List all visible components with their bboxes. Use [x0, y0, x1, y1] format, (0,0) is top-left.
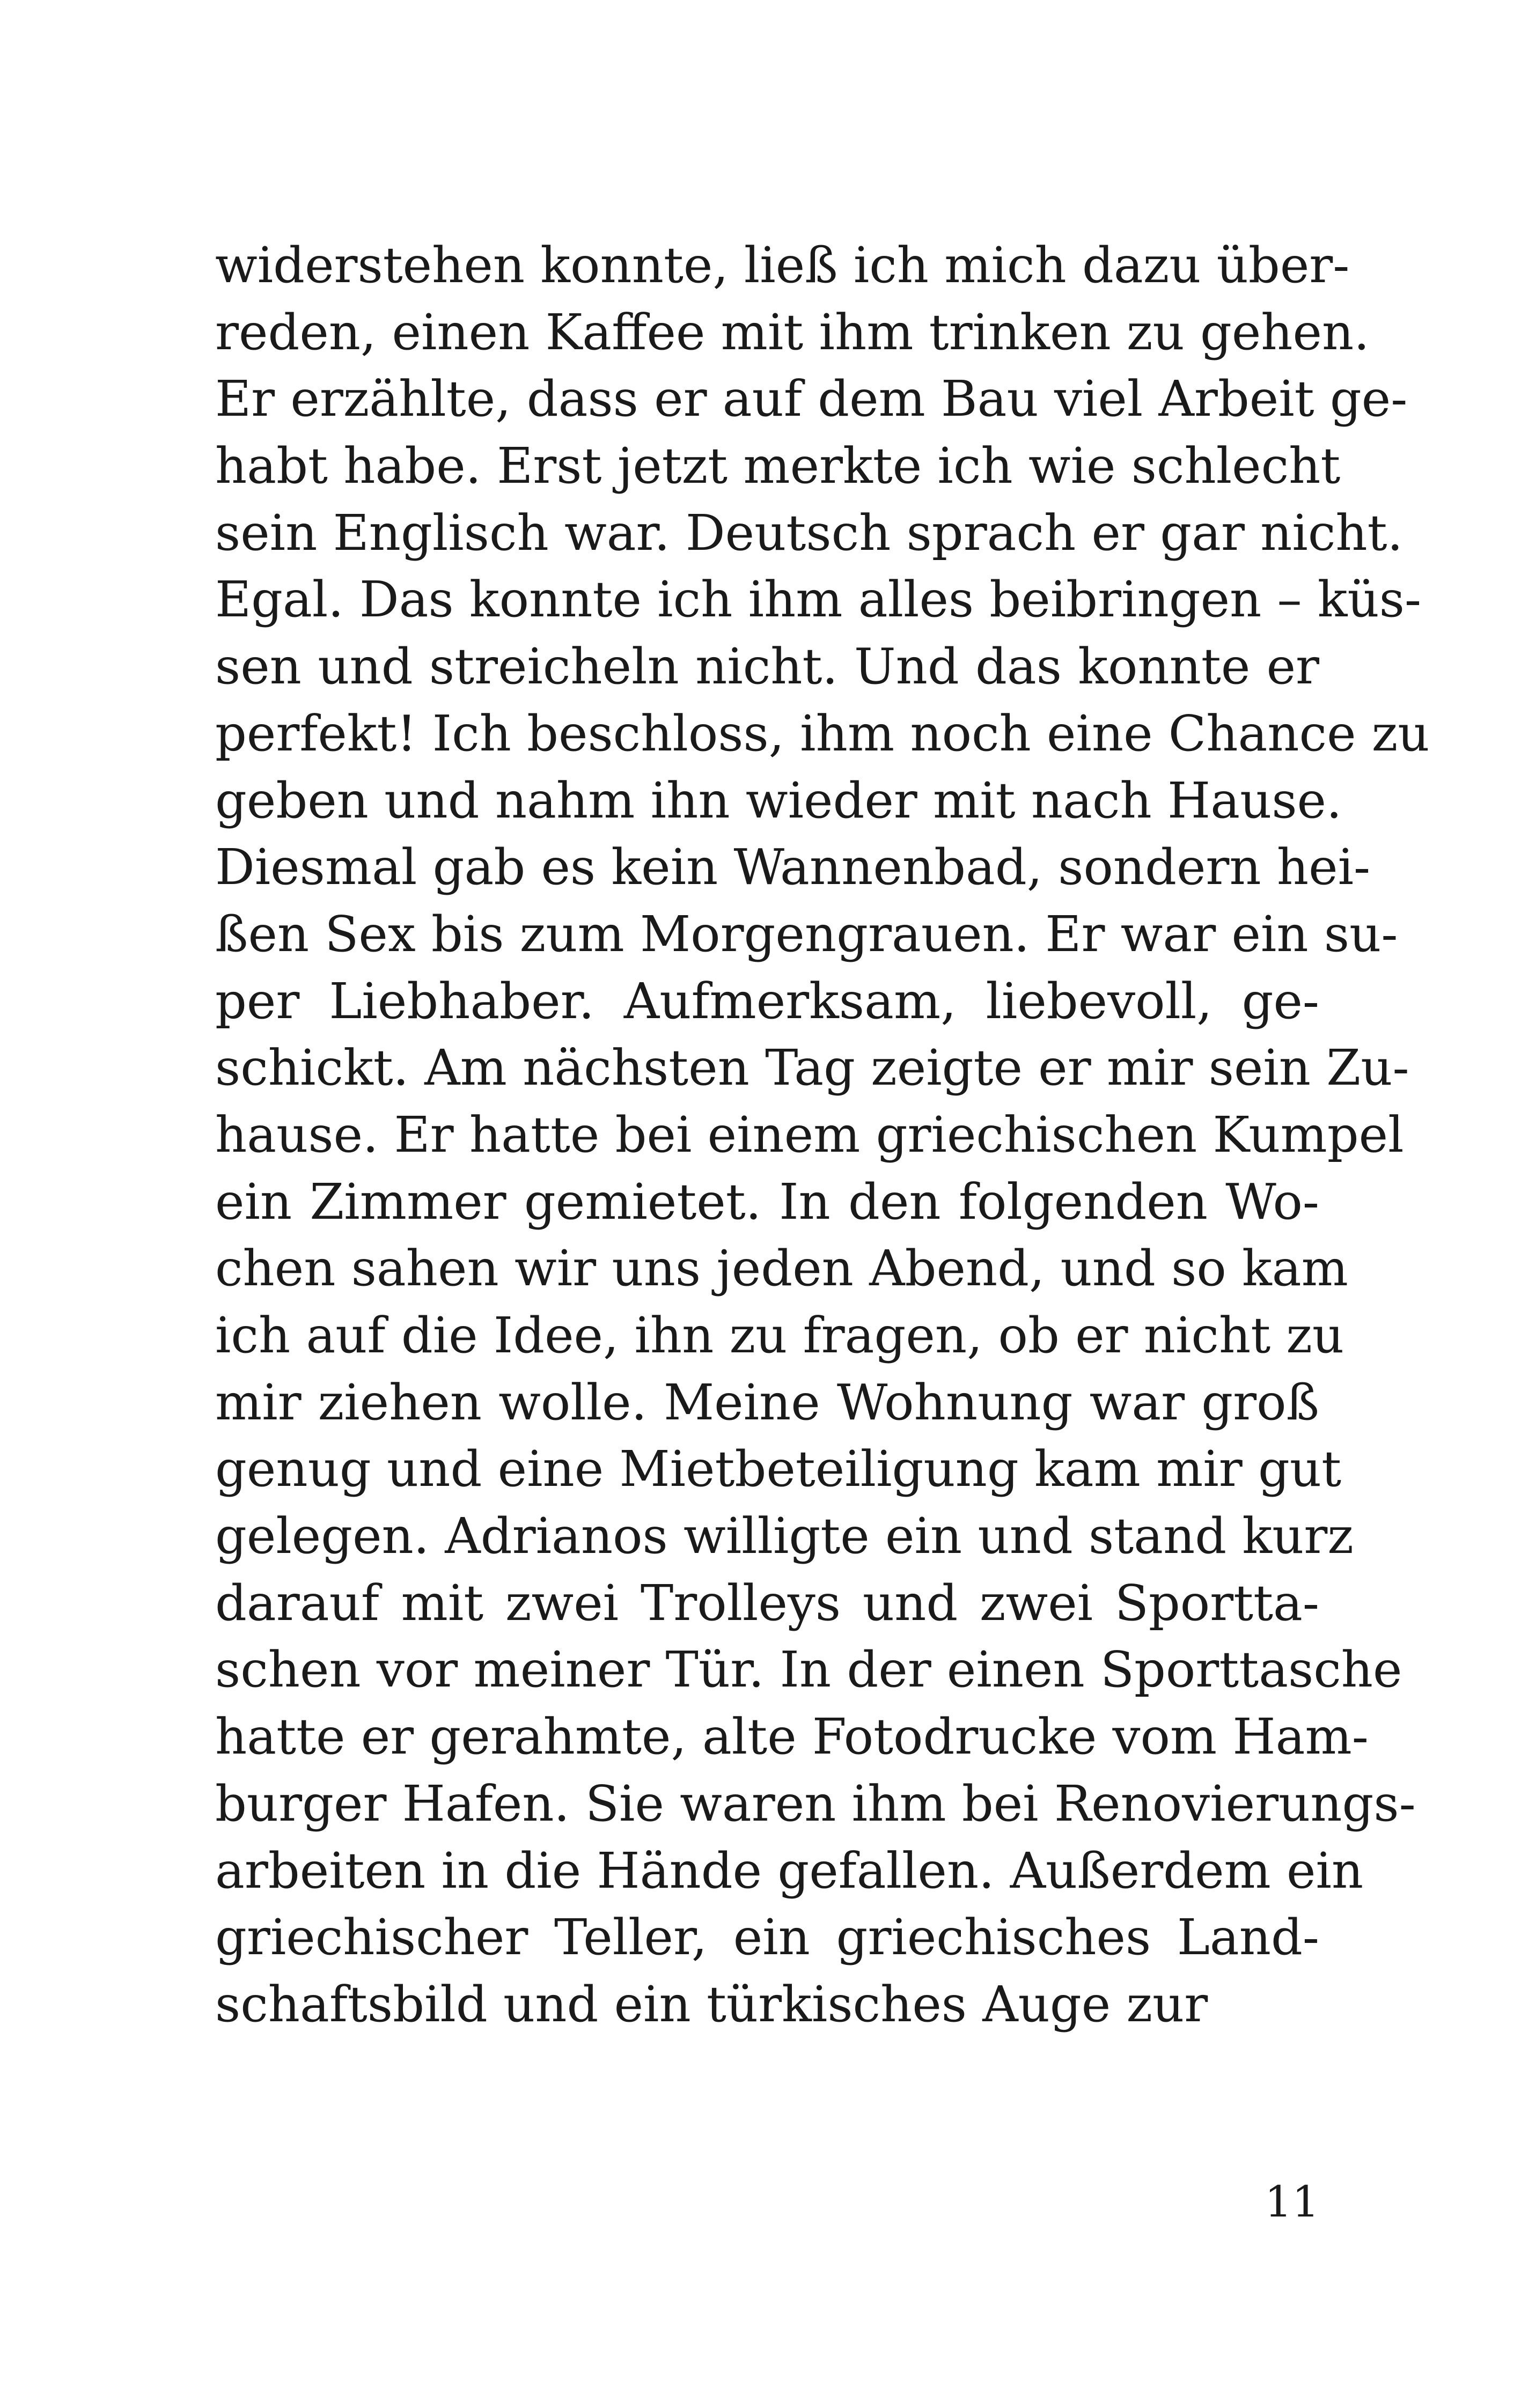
- text-line: widerstehen konnte, ließ ich mich dazu über-: [215, 237, 1350, 294]
- text-line: darauf mit zwei Trolleys und zwei Sportta-: [215, 1574, 1319, 1632]
- text-line: arbeiten in die Hände gefallen. Außerdem ein: [215, 1842, 1364, 1899]
- text-line: habt habe. Erst jetzt merkte ich wie schlecht: [215, 437, 1341, 495]
- text-line: mir ziehen wolle. Meine Wohnung war groß: [215, 1373, 1319, 1431]
- text-line: per Liebhaber. Aufmerksam, liebevoll, ge-: [215, 972, 1319, 1030]
- text-line: ein Zimmer gemietet. In den folgenden Wo-: [215, 1173, 1319, 1231]
- text-line: Er erzählte, dass er auf dem Bau viel Arbeit ge-: [215, 370, 1408, 428]
- text-line: genug und eine Mietbeteiligung kam mir gut: [215, 1440, 1342, 1498]
- text-line: chen sahen wir uns jeden Abend, und so kam: [215, 1240, 1348, 1298]
- text-line: ßen Sex bis zum Morgengrauen. Er war ein su-: [215, 905, 1398, 963]
- text-line: reden, einen Kaffee mit ihm trinken zu gehen.: [215, 303, 1370, 361]
- body-text: [215, 232, 1430, 2038]
- text-line: sen und streicheln nicht. Und das konnte er: [215, 638, 1319, 696]
- text-line: griechischer Teller, ein griechisches Land-: [215, 1909, 1319, 1967]
- text-line: schen vor meiner Tür. In der einen Sporttasche: [215, 1641, 1402, 1699]
- text-line: perfekt! Ich beschloss, ihm noch eine Chance zu: [215, 704, 1430, 762]
- text-line: schaftsbild und ein türkisches Auge zur: [215, 1975, 1208, 2033]
- text-line: Diesmal gab es kein Wannenbad, sondern hei-: [215, 838, 1371, 896]
- page-number: 11: [1265, 2177, 1319, 2227]
- text-line: ich auf die Idee, ihn zu fragen, ob er nicht zu: [215, 1307, 1344, 1364]
- text-line: schickt. Am nächsten Tag zeigte er mir sein Zu-: [215, 1039, 1409, 1097]
- text-line: Egal. Das konnte ich ihm alles beibringen – küs-: [215, 571, 1422, 629]
- text-line: burger Hafen. Sie waren ihm bei Renovierungs-: [215, 1774, 1416, 1832]
- text-line: gelegen. Adrianos willigte ein und stand kurz: [215, 1507, 1354, 1565]
- text-line: sein Englisch war. Deutsch sprach er gar nicht.: [215, 504, 1403, 562]
- text-line: hatte er gerahmte, alte Fotodrucke vom Ham-: [215, 1708, 1369, 1766]
- text-line: hause. Er hatte bei einem griechischen Kumpel: [215, 1106, 1404, 1164]
- text-line: geben und nahm ihn wieder mit nach Hause.: [215, 771, 1342, 829]
